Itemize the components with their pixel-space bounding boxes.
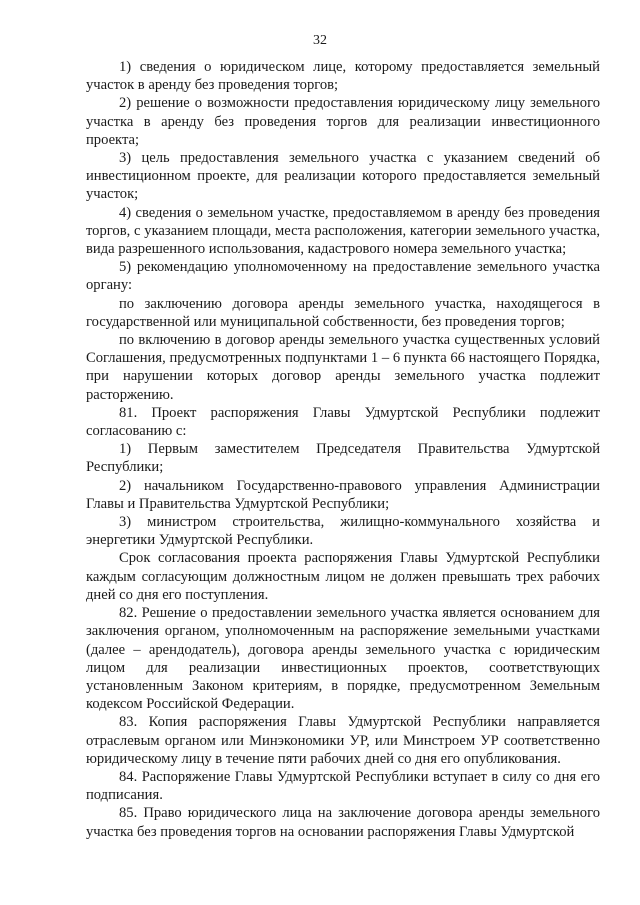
paragraph: 82. Решение о предоставлении земельного участка является основанием для заключения органом, уполномоченным на распоряжение земельными участками (далее – арендодатель), договора аренды земельного участка с юридическим лицом для реализации инвестиционных проектов, соответствующих установленным Законом критериям, в порядке, предусмотренном Земельным кодексом Российской Федерации. (86, 605, 600, 713)
paragraph: 2) начальником Государственно-правового управления Администрации Главы и Правительства Удмуртской Республики; (86, 477, 600, 512)
document-body (86, 58, 600, 841)
paragraph: 1) Первым заместителем Председателя Правительства Удмуртской Республики; (86, 441, 600, 476)
paragraph: 4) сведения о земельном участке, предоставляемом в аренду без проведения торгов, с указанием площади, места расположения, категории земельного участка, вида разрешенного использования, кадастрового номера земельного участка; (86, 204, 600, 258)
paragraph: 84. Распоряжение Главы Удмуртской Республики вступает в силу со дня его подписания. (86, 768, 600, 804)
paragraph: по заключению договора аренды земельного участка, находящегося в государственной или муниципальной собственности, без проведения торгов; (86, 295, 600, 330)
paragraph: 2) решение о возможности предоставления юридическому лицу земельного участка в аренду без проведения торгов для реализации инвестиционного проекта; (86, 95, 600, 148)
paragraph: 3) цель предоставления земельного участка с указанием сведений об инвестиционном проекте, для реализации которого предоставляется земельный участок; (86, 150, 600, 203)
paragraph: 3) министром строительства, жилищно-коммунального хозяйства и энергетики Удмуртской Республики. (86, 514, 600, 549)
paragraph: 85. Право юридического лица на заключение договора аренды земельного участка без проведения торгов на основании распоряжения Главы Удмуртской (86, 805, 600, 840)
paragraph: 81. Проект распоряжения Главы Удмуртской Республики подлежит согласованию с: (86, 404, 600, 440)
paragraph: 83. Копия распоряжения Главы Удмуртской Республики направляется отраслевым органом или Минэкономики УР, или Минстроем УР соответственно юридическому лицу в течение пяти рабочих дней со дня его опубликования. (86, 714, 600, 767)
paragraph: Срок согласования проекта распоряжения Главы Удмуртской Республики каждым согласующим должностным лицом не должен превышать трех рабочих дней со дня его поступления. (86, 550, 600, 603)
paragraph: 5) рекомендацию уполномоченному на предоставление земельного участка органу: (86, 259, 600, 294)
paragraph: по включению в договор аренды земельного участка существенных условий Соглашения, предусмотренных подпунктами 1 – 6 пункта 66 настоящего Порядка, при нарушении которых договор аренды земельного участка подлежит расторжению. (86, 332, 600, 403)
paragraph: 1) сведения о юридическом лице, которому предоставляется земельный участок в аренду без проведения торгов; (86, 59, 600, 94)
page-number: 32 (313, 33, 327, 48)
